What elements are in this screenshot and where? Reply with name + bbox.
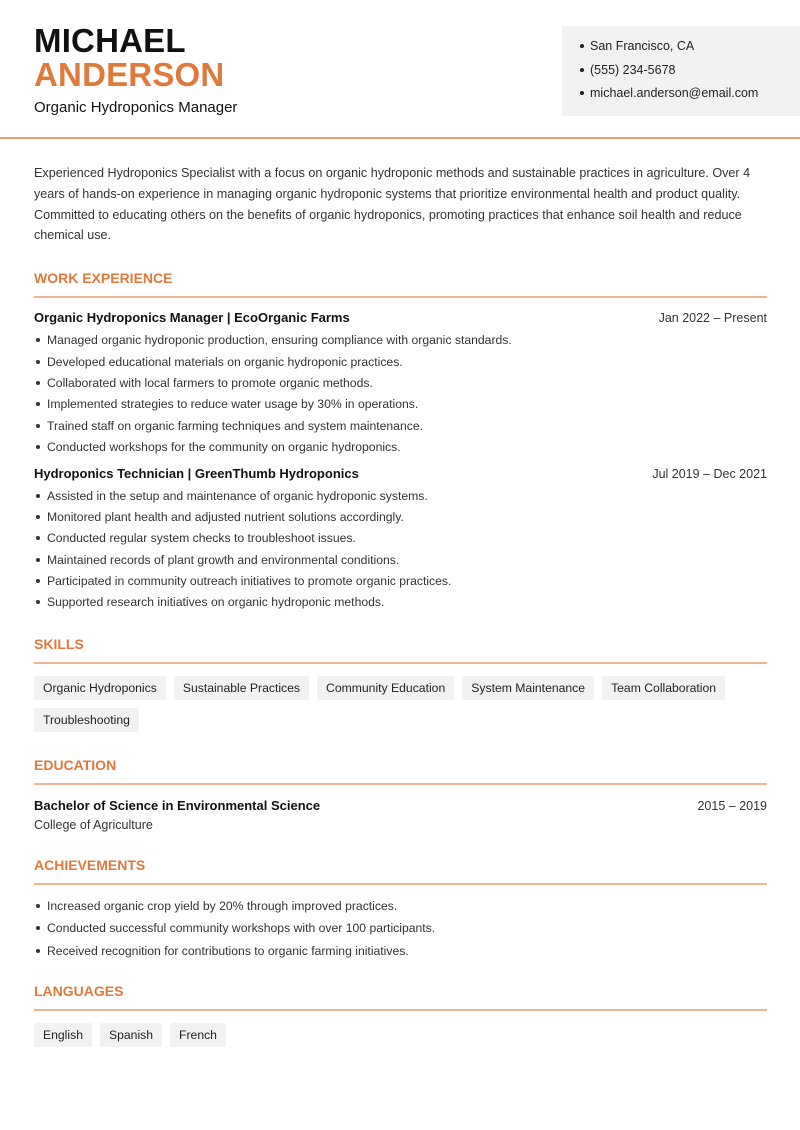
job-entry [34,466,767,616]
list-item: Maintained records of plant growth and environmental conditions. [34,552,767,573]
language-chip: Spanish [100,1023,162,1047]
education-header [34,798,767,813]
skill-chip: Troubleshooting [34,708,139,732]
list-item: Assisted in the setup and maintenance of organic hydroponic systems. [34,488,767,509]
skill-chip: Community Education [317,676,454,700]
list-item: Monitored plant health and adjusted nutrient solutions accordingly. [34,509,767,530]
skill-chip: System Maintenance [462,676,594,700]
list-item: Implemented strategies to reduce water usage by 30% in operations. [34,396,767,417]
school: College of Agriculture [34,817,153,832]
section-divider [34,883,767,885]
degree: Bachelor of Science in Environmental Science [34,797,321,813]
first-name: MICHAEL [34,22,186,59]
section-title-work: WORK EXPERIENCE [34,270,173,287]
language-chips [34,1023,767,1047]
section-divider [34,662,767,664]
section-title-achievements: ACHIEVEMENTS [34,856,146,873]
contact-location: San Francisco, CA [580,38,758,62]
contact-email[interactable]: michael.anderson@email.com [580,85,758,109]
section-title-education: EDUCATION [34,756,117,773]
job-header [34,310,767,325]
summary: Experienced Hydroponics Specialist with a focus on organic hydroponic methods and sustainable practices in agriculture. Over 4 years of hands-on experience in managing organic hydroponic systems that prioritize environmental health and product quality. Committed to educating others on the benefits of organic hydroponics, promoting practices that enhance soil health and reduce chemical use. [34,166,751,243]
list-item: Collaborated with local farmers to promote organic methods. [34,375,767,396]
list-item: Conducted successful community workshops with over 100 participants. [34,920,767,943]
skill-chip: Sustainable Practices [174,676,309,700]
section-divider [34,1009,767,1011]
list-item: Developed educational materials on organic hydroponic practices. [34,354,767,375]
section-divider [34,296,767,298]
list-item: Participated in community outreach initiatives to promote organic practices. [34,573,767,594]
contact-phone: (555) 234-5678 [580,62,758,86]
work-section [34,268,767,616]
achievements-list [34,898,767,966]
section-title-skills: SKILLS [34,635,84,652]
list-item: Received recognition for contributions to organic farming initiatives. [34,943,767,966]
resume-header [0,0,800,139]
resume-body [34,163,767,1047]
list-item: Conducted regular system checks to troubleshoot issues. [34,530,767,551]
job-dates: Jul 2019 – Dec 2021 [652,466,767,481]
last-name: ANDERSON [34,56,225,93]
language-chip: English [34,1023,92,1047]
job-role: Hydroponics Technician | GreenThumb Hydroponics [34,465,359,481]
job-dates: Jan 2022 – Present [658,311,767,326]
education-section [34,755,767,832]
job-bullets [34,488,767,616]
section-divider [34,783,767,785]
contact-list [580,38,758,109]
job-title: Organic Hydroponics Manager [34,99,238,116]
achievements-section [34,855,767,966]
list-item: Trained staff on organic farming techniques and system maintenance. [34,418,767,439]
education-dates: 2015 – 2019 [697,798,767,813]
list-item: Conducted workshops for the community on organic hydroponics. [34,439,767,460]
list-item: Managed organic hydroponic production, ensuring compliance with organic standards. [34,332,767,353]
job-entry [34,310,767,460]
job-role: Organic Hydroponics Manager | EcoOrganic Farms [34,310,350,326]
job-bullets [34,332,767,460]
skills-chips [34,676,767,732]
skill-chip: Organic Hydroponics [34,676,166,700]
contact-box [562,26,800,116]
skills-section [34,634,767,732]
languages-section [34,981,767,1047]
list-item: Increased organic crop yield by 20% through improved practices. [34,898,767,921]
skill-chip: Team Collaboration [602,676,725,700]
section-title-languages: LANGUAGES [34,983,124,1000]
language-chip: French [170,1023,226,1047]
job-header [34,466,767,481]
list-item: Supported research initiatives on organic hydroponic methods. [34,594,767,615]
